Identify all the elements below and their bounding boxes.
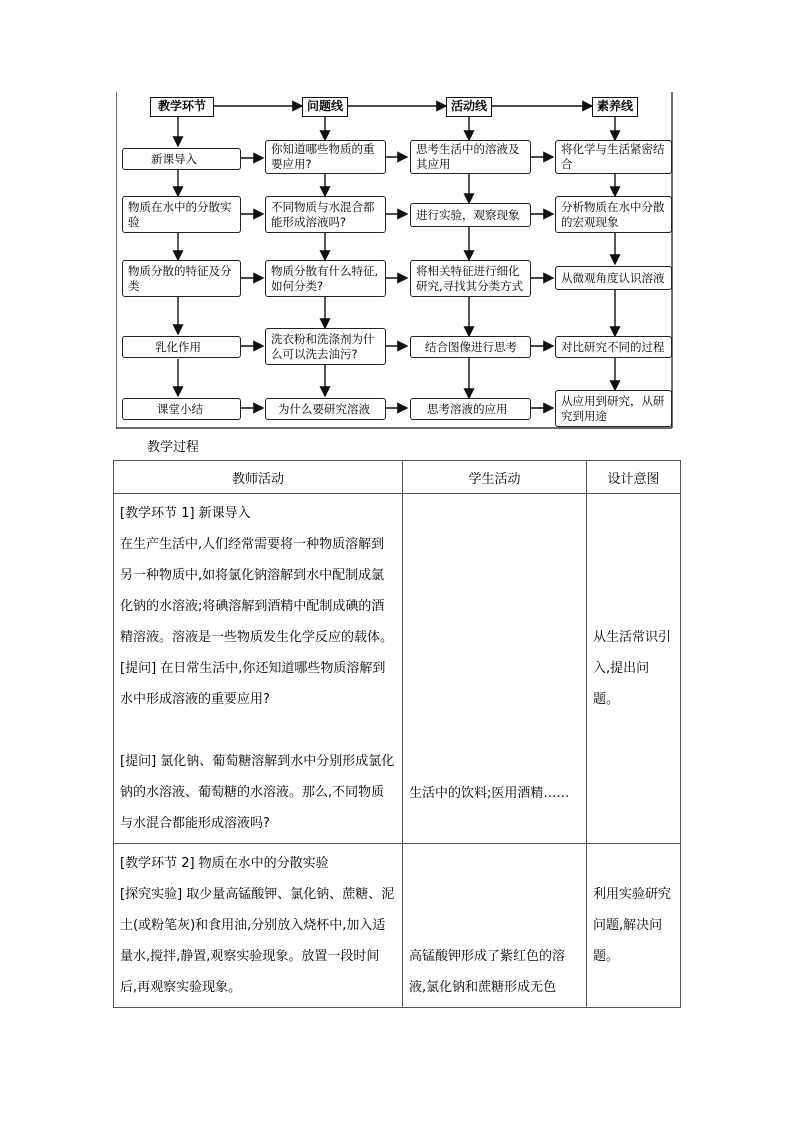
stage-box: 乳化作用: [122, 336, 241, 358]
teacher-question: [提问] 氯化钠、葡萄糖溶解到水中分别形成氯化钠的水溶液、葡萄糖的水溶液。那么,不同物质与水混合都能形成溶液吗?: [120, 754, 395, 831]
design-intent-cell: [587, 494, 681, 844]
literacy-box: 将化学与生活紧密结合: [555, 140, 672, 174]
student-text: 高锰酸钾形成了紫红色的溶液,氯化钠和蔗糖形成无色: [409, 949, 566, 995]
literacy-box: 从微观角度认识溶液: [555, 266, 672, 290]
table-header-row: [114, 461, 681, 494]
intent-text: 利用实验研究问题,解决问题。: [593, 887, 672, 964]
design-intent-cell: [587, 844, 681, 1008]
table-row: [114, 494, 681, 844]
header-teaching-stage: 教学环节: [150, 97, 214, 117]
header-literacy-line: 素养线: [592, 97, 638, 117]
question-box: 不同物质与水混合都能形成溶液吗?: [265, 196, 386, 233]
question-box: 为什么要研究溶液: [265, 398, 386, 420]
activity-box: 将相关特征进行细化研究,寻找其分类方式: [410, 260, 531, 297]
stage-heading: [教学环节 2] 物质在水中的分散实验: [120, 856, 329, 871]
question-box: 你知道哪些物质的重要应用?: [265, 140, 386, 174]
literacy-box: 对比研究不同的过程: [555, 336, 672, 358]
activity-box: 思考溶液的应用: [410, 398, 531, 420]
stage-box: 新课导入: [122, 148, 241, 170]
stage-heading: [教学环节 1] 新课导入: [120, 506, 251, 521]
col-design-intent: 设计意图: [587, 461, 681, 494]
stage-box: 物质分散的特征及分类: [122, 260, 241, 297]
activity-box: 结合图像进行思考: [410, 336, 531, 358]
col-student-activity: 学生活动: [403, 461, 587, 494]
header-question-line: 问题线: [302, 97, 348, 117]
col-teacher-activity: 教师活动: [114, 461, 403, 494]
activity-box: 思考生活中的溶液及其应用: [410, 140, 531, 174]
header-activity-line: 活动线: [446, 97, 492, 117]
teaching-flowchart: [116, 92, 676, 432]
stage-box: 物质在水中的分散实验: [122, 196, 241, 233]
table-row: [114, 844, 681, 1008]
question-box: 物质分散有什么特征,如何分类?: [265, 260, 386, 297]
student-text: 生活中的饮料;医用酒精……: [409, 786, 570, 801]
student-activity-cell: [403, 844, 587, 1008]
teacher-text: 在生产生活中,人们经常需要将一种物质溶解到另一种物质中,如将氯化钠溶解到水中配制成氯化钠的水溶液;将碘溶解到酒精中配制成碘的酒精溶液。溶液是一些物质发生化学反应的载体。: [120, 537, 394, 645]
teacher-question: [提问] 在日常生活中,你还知道哪些物质溶解到水中形成溶液的重要应用?: [120, 661, 386, 707]
section-caption: 教学过程: [147, 440, 200, 455]
spacer: [120, 715, 396, 746]
teacher-activity-cell: [114, 844, 403, 1008]
teacher-text: [探究实验] 取少量高锰酸钾、氯化钠、蔗糖、泥土(或粉笔灰)和食用油,分别放入烧杯中,加入适量水,搅拌,静置,观察实验现象。放置一段时间后,再观察实验现象。: [120, 887, 395, 995]
literacy-box: 从应用到研究，从研究到用途: [555, 390, 672, 427]
intent-text: 从生活常识引入,提出问题。: [593, 630, 672, 707]
stage-box: 课堂小结: [122, 398, 241, 420]
teacher-activity-cell: [114, 494, 403, 844]
question-box: 洗衣粉和洗涤剂为什么可以洗去油污?: [265, 328, 386, 365]
activity-box: 进行实验，观察现象: [410, 203, 531, 227]
teaching-process-table: [113, 460, 681, 1008]
literacy-box: 分析物质在水中分散的宏观现象: [555, 196, 672, 233]
student-activity-cell: [403, 494, 587, 844]
